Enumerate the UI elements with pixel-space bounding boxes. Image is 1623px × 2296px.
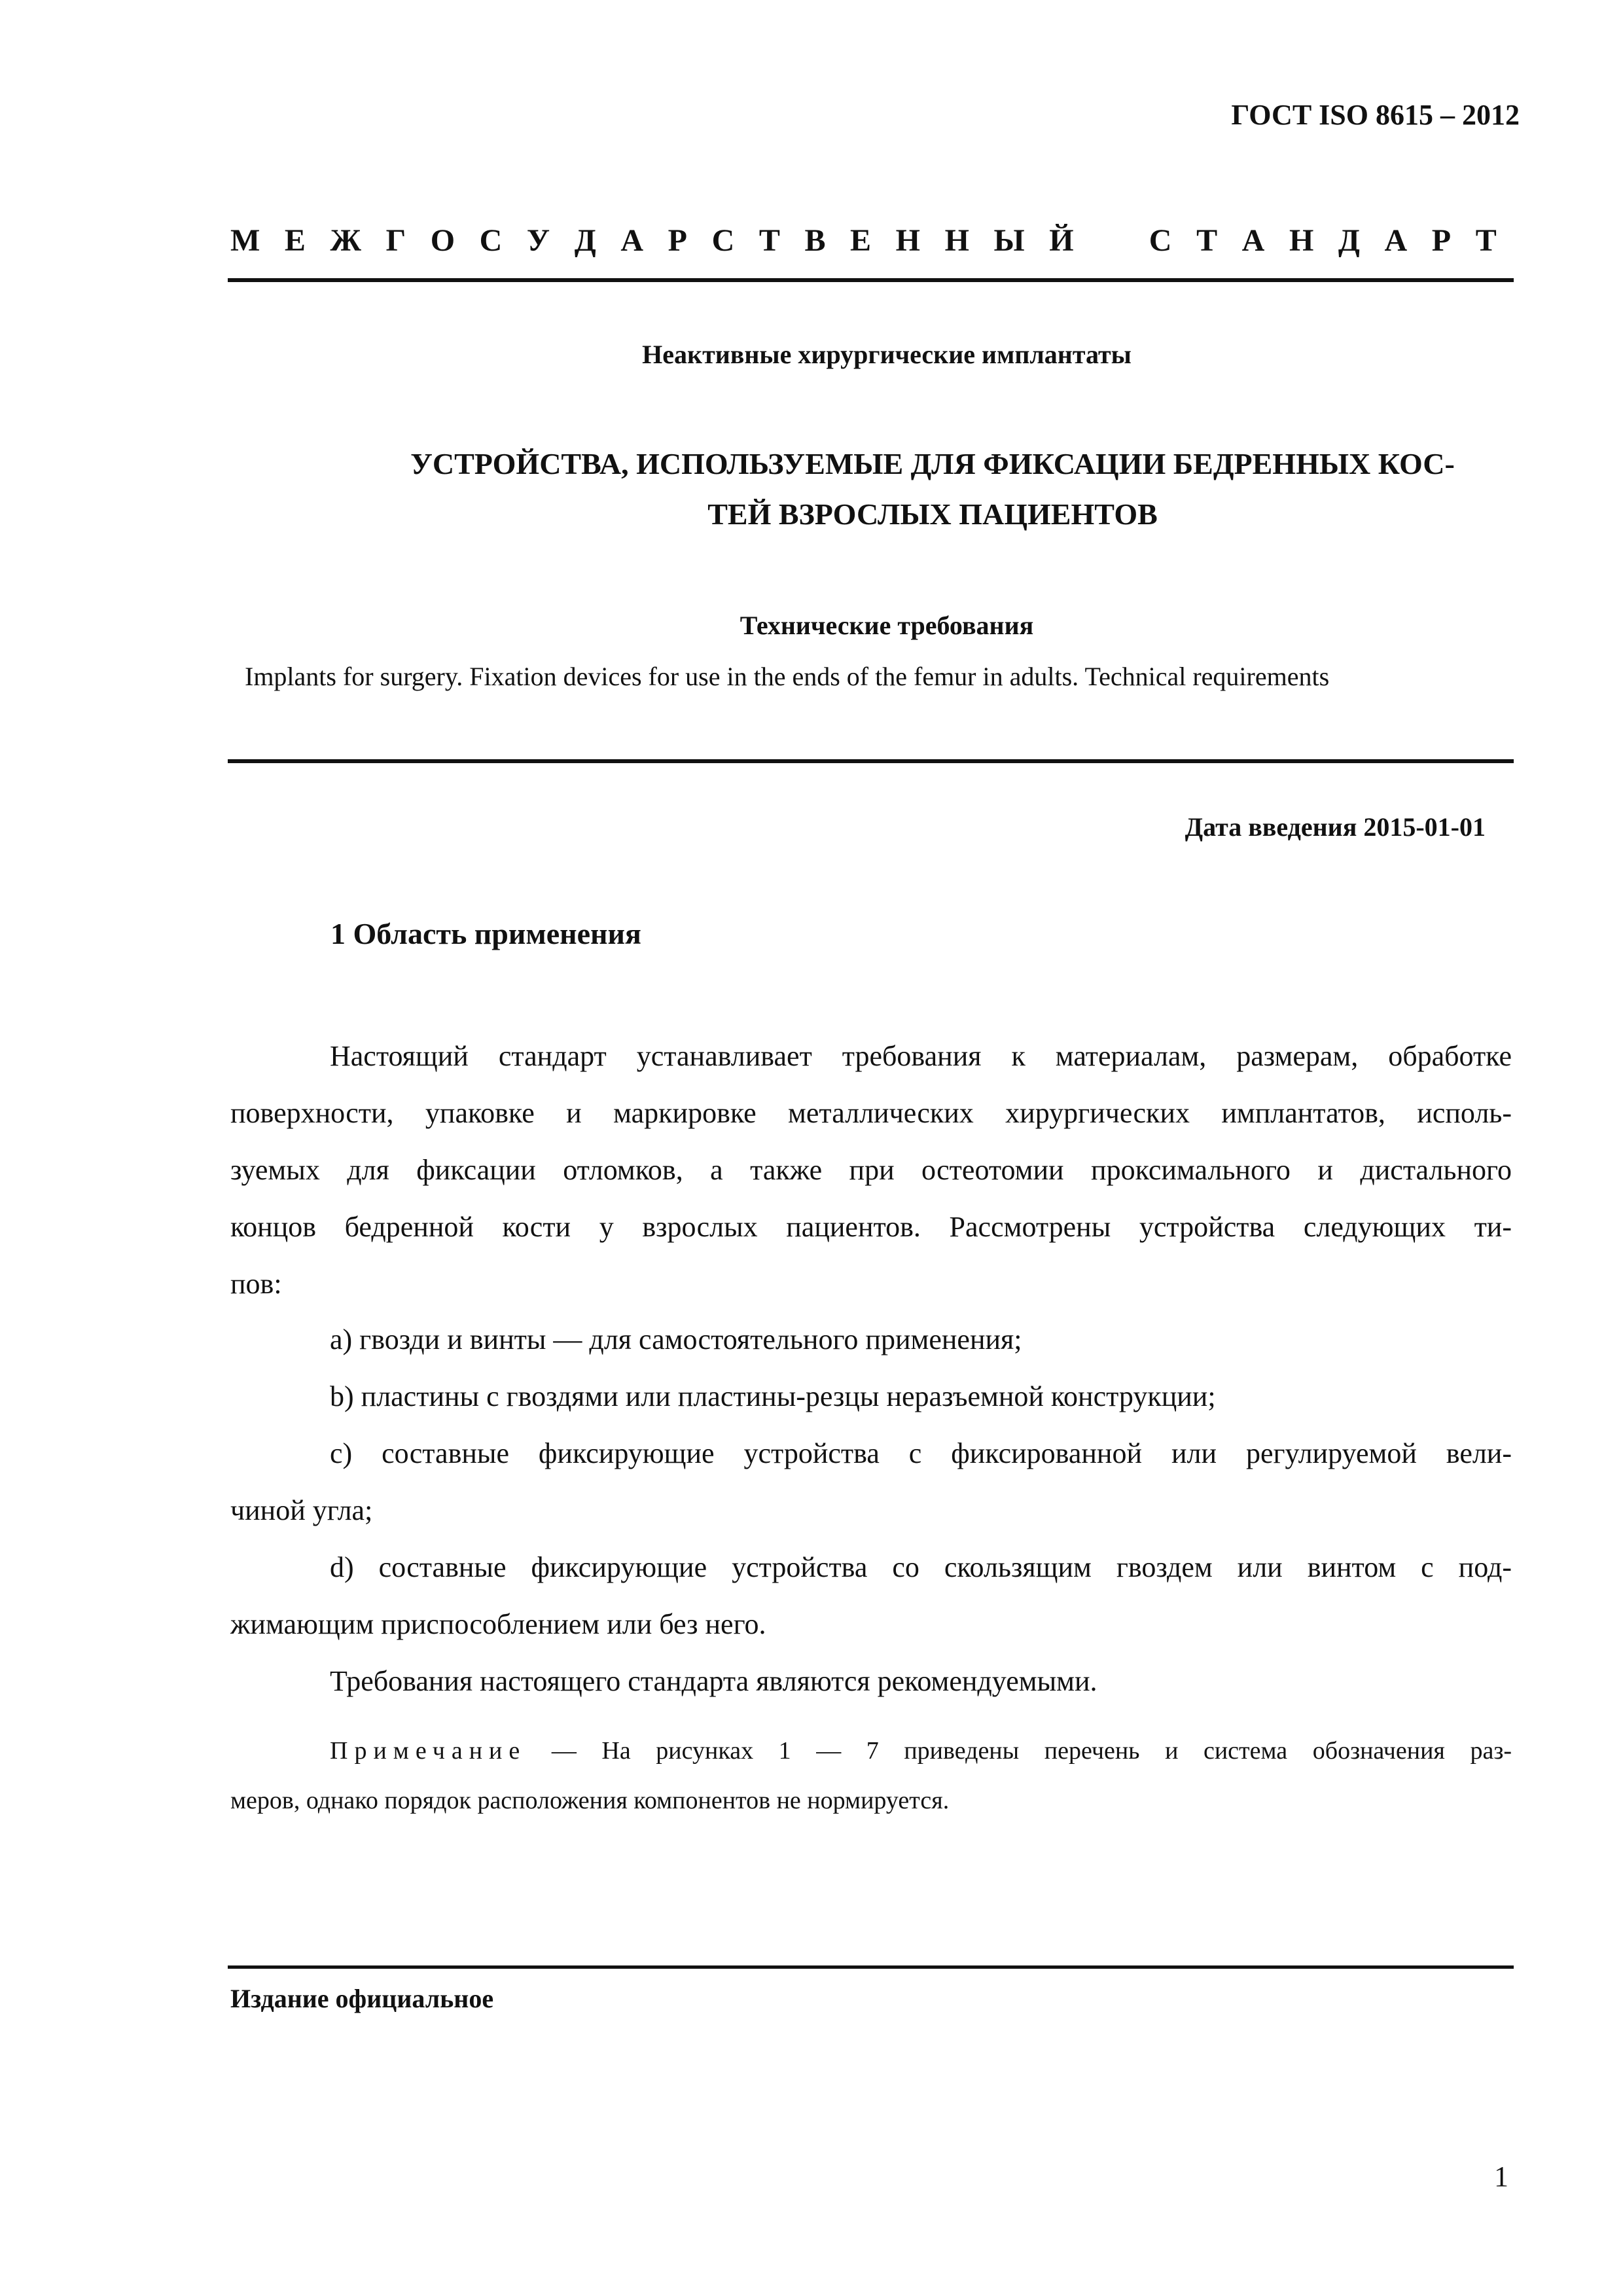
list-item-continuation: чиной угла; bbox=[230, 1494, 373, 1526]
title-divider bbox=[228, 759, 1514, 763]
paragraph-line: Требования настоящего стандарта являются рекомендуемыми. bbox=[330, 1665, 1097, 1697]
heading-letter: Н bbox=[1289, 223, 1314, 258]
heading-letter: Т bbox=[758, 223, 780, 258]
document-code: ГОСТ ISO 8615 – 2012 bbox=[1231, 99, 1520, 131]
note bbox=[230, 1726, 1512, 1825]
heading-letter: М bbox=[230, 223, 260, 258]
heading-letter: Ж bbox=[330, 223, 361, 258]
list-item: a) гвозди и винты — для самостоятельного применения; bbox=[330, 1323, 1022, 1355]
heading-letter: О bbox=[430, 223, 455, 258]
scope-paragraph bbox=[230, 1028, 1512, 1312]
heading-letter: Ы bbox=[993, 223, 1025, 258]
list-item: b) пластины с гвоздями или пластины-резцы неразъемной конструкции; bbox=[330, 1380, 1216, 1412]
heading-letter: Р bbox=[1431, 223, 1452, 258]
section-heading: 1 Область применения bbox=[330, 917, 641, 950]
main-title bbox=[294, 439, 1571, 539]
heading-letter: С bbox=[711, 223, 735, 258]
recommendation-paragraph bbox=[230, 1653, 1512, 1710]
paragraph-line: зуемых для фиксации отломков, а также при остеотомии проксимального и дистального bbox=[230, 1154, 1512, 1186]
note-text: — На рисунках 1 — 7 приведены перечень и система обозначения раз- bbox=[526, 1737, 1512, 1765]
paragraph-line: пов: bbox=[230, 1268, 282, 1300]
list-item: c) составные фиксирующие устройства с фиксированной или регулируемой вели- bbox=[330, 1437, 1512, 1469]
paragraph-line: концов бедренной кости у взрослых пациентов. Рассмотрены устройства следующих ти- bbox=[230, 1211, 1512, 1243]
note-label: Примечание bbox=[330, 1737, 527, 1765]
heading-letter: Т bbox=[1475, 223, 1497, 258]
paragraph-line: поверхности, упаковке и маркировке металлических хирургических имплантатов, исполь- bbox=[230, 1097, 1512, 1129]
edition-label: Издание официальное bbox=[230, 1984, 494, 2013]
page-number: 1 bbox=[1494, 2161, 1508, 2193]
heading-letter: Д bbox=[1338, 223, 1360, 258]
heading-letter: Е bbox=[284, 223, 306, 258]
heading-letter: Е bbox=[850, 223, 872, 258]
sub-title: Технические требования bbox=[740, 611, 1034, 640]
heading-letter: Т bbox=[1196, 223, 1218, 258]
introduction-date: Дата введения 2015-01-01 bbox=[1185, 812, 1486, 842]
note-line bbox=[230, 1726, 1512, 1776]
main-title-line: УСТРОЙСТВА, ИСПОЛЬЗУЕМЫЕ ДЛЯ ФИКСАЦИИ БЕДРЕННЫХ КОС- bbox=[410, 447, 1455, 480]
heading-letter: Й bbox=[1049, 223, 1074, 258]
list-item: d) составные фиксирующие устройства со скользящим гвоздем или винтом с под- bbox=[330, 1551, 1512, 1583]
heading-letter: С bbox=[1149, 223, 1172, 258]
heading-letter: Н bbox=[895, 223, 920, 258]
heading-letter: Д bbox=[574, 223, 596, 258]
note-line: меров, однако порядок расположения компонентов не нормируется. bbox=[230, 1787, 950, 1814]
english-title: Implants for surgery. Fixation devices for use in the ends of the femur in adults. Technical requirements bbox=[245, 662, 1330, 691]
heading-letter: У bbox=[526, 223, 550, 258]
heading-letter: Г bbox=[385, 223, 406, 258]
heading-letter: Н bbox=[944, 223, 969, 258]
heading-letter: А bbox=[620, 223, 644, 258]
heading-letter: С bbox=[479, 223, 503, 258]
device-type-list bbox=[230, 1311, 1512, 1653]
paragraph-line: Настоящий стандарт устанавливает требования к материалам, размерам, обработке bbox=[330, 1040, 1512, 1072]
main-title-line: ТЕЙ ВЗРОСЛЫХ ПАЦИЕНТОВ bbox=[707, 497, 1158, 531]
heading-letter: А bbox=[1241, 223, 1265, 258]
group-title: Неактивные хирургические имплантаты bbox=[642, 340, 1132, 369]
heading-word-gap bbox=[1098, 223, 1124, 259]
footer-divider bbox=[228, 1965, 1514, 1969]
standard-type-heading bbox=[230, 223, 1497, 259]
header-divider bbox=[228, 278, 1514, 282]
list-item-continuation: жимающим приспособлением или без него. bbox=[230, 1608, 766, 1640]
heading-letter: В bbox=[804, 223, 826, 258]
heading-letter: Р bbox=[668, 223, 687, 258]
heading-letter: А bbox=[1384, 223, 1408, 258]
